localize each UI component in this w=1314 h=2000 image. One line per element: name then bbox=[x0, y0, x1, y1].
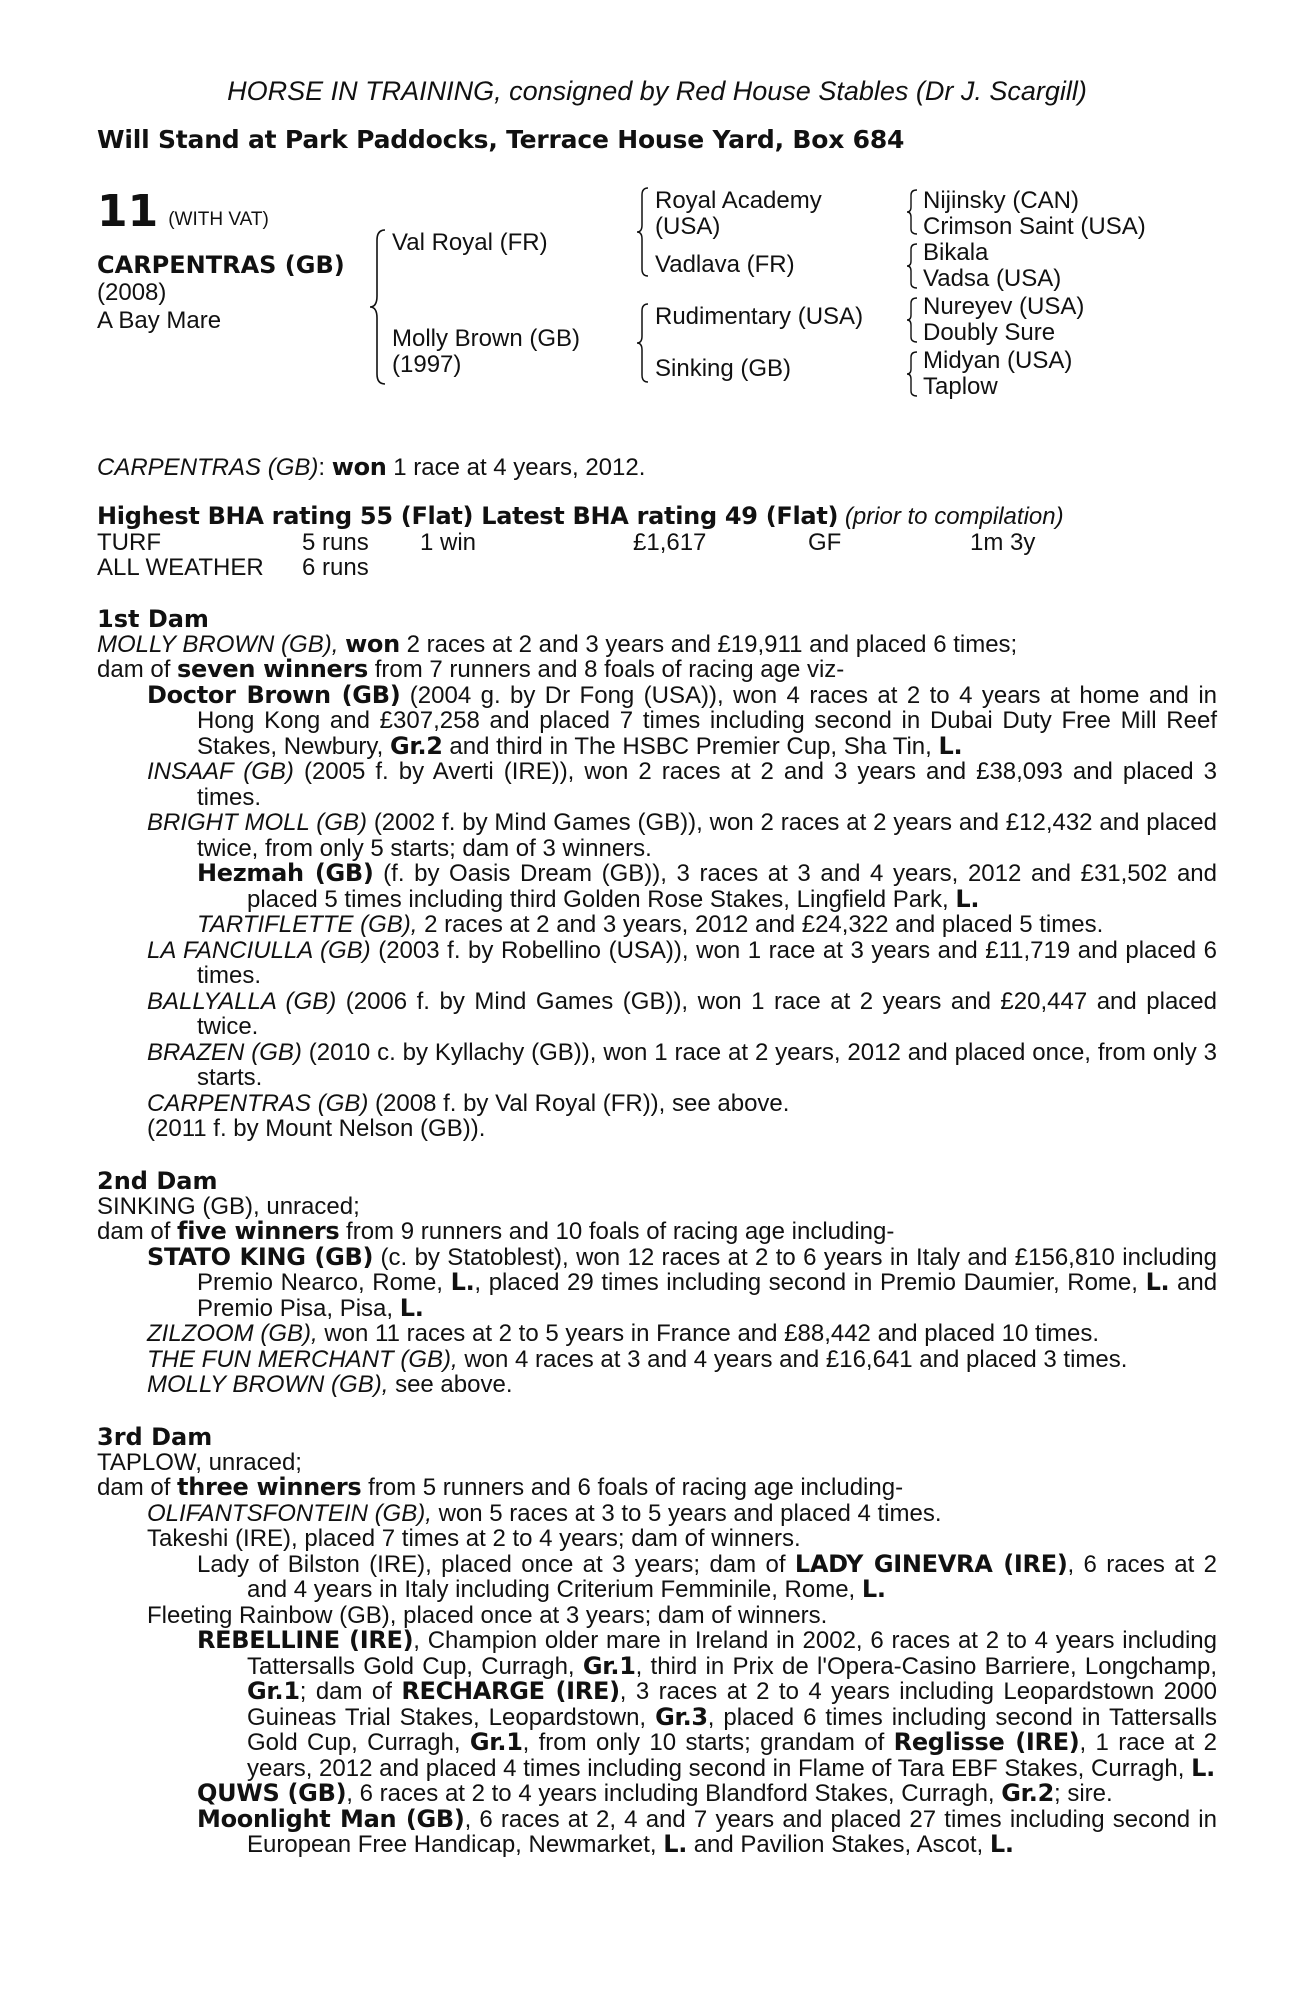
sire-sire-line2: (USA) bbox=[655, 213, 721, 240]
gen3-brace-icon bbox=[905, 296, 919, 344]
produce-entry: Takeshi (IRE), placed 7 times at 2 to 4 years; dam of winners. bbox=[147, 1525, 801, 1552]
third-dam-heading: 3rd Dam bbox=[97, 1422, 213, 1451]
dam-year: (1997) bbox=[392, 351, 462, 378]
gen3-brace-icon bbox=[905, 350, 919, 398]
catalogue-page bbox=[97, 76, 1217, 1858]
produce-entry: STATO KING (GB) (c. by Statoblest), won 12 races at 2 to 6 years in Italy and £156,810 including Premio Nearco, Rome, L., placed 29 times including second in Premio Daumier, Rome, L. and Premio Pisa, Pisa, L. bbox=[147, 1242, 1218, 1322]
pedigree-table bbox=[97, 184, 1217, 429]
dam-sire: Rudimentary (USA) bbox=[655, 303, 864, 330]
second-dam-intro: SINKING (GB), unraced; bbox=[97, 1192, 360, 1220]
dam-name: Molly Brown (GB) bbox=[392, 325, 581, 352]
third-dam-produce-summary: dam of three winners from 5 runners and 6 foals of racing age including- bbox=[97, 1473, 904, 1501]
produce-entry: INSAAF (GB) (2005 f. by Averti (IRE)), won 2 races at 2 and 3 years and £38,093 and placed 3 times. bbox=[147, 758, 1218, 811]
race-summary: CARPENTRAS (GB): won 1 race at 4 years, 2012. bbox=[97, 453, 646, 481]
first-dam-heading: 1st Dam bbox=[97, 604, 209, 633]
third-dam-intro: TAPLOW, unraced; bbox=[97, 1448, 302, 1476]
first-dam-intro: MOLLY BROWN (GB), won 2 races at 2 and 3 years and £19,911 and placed 6 times; bbox=[97, 629, 1018, 658]
produce-entry: Moonlight Man (GB), 6 races at 2, 4 and 7 years and placed 27 times including second in European Free Handicap, Newmarket, L. and Pavilion Stakes, Ascot, L. bbox=[197, 1804, 1217, 1858]
produce-entry: ZILZOOM (GB), won 11 races at 2 to 5 years in France and £88,442 and placed 10 times. bbox=[147, 1320, 1100, 1347]
consignor-title: HORSE IN TRAINING, consigned by Red House Stables (Dr J. Scargill) bbox=[227, 76, 1087, 106]
dds-name: Midyan (USA) bbox=[923, 347, 1073, 374]
produce-entry: MOLLY BROWN (GB), see above. bbox=[147, 1371, 513, 1398]
horse-year: (2008) bbox=[97, 279, 167, 306]
produce-entry: (2011 f. by Mount Nelson (GB)). bbox=[147, 1115, 486, 1142]
produce-entry: THE FUN MERCHANT (GB), won 4 races at 3 and 4 years and £16,641 and placed 3 times. bbox=[147, 1345, 1128, 1373]
sire-name: Val Royal (FR) bbox=[392, 229, 548, 256]
sire-dam: Vadlava (FR) bbox=[655, 251, 795, 278]
sdd-name: Vadsa (USA) bbox=[923, 265, 1062, 292]
lot-number: 11 bbox=[97, 186, 159, 237]
sss-name: Nijinsky (CAN) bbox=[923, 187, 1079, 214]
vat-note: (WITH VAT) bbox=[168, 208, 269, 230]
produce-entry: LA FANCIULLA (GB) (2003 f. by Robellino (USA)), won 1 race at 3 years and £11,719 and placed 6 times. bbox=[147, 936, 1218, 989]
produce-entry: TARTIFLETTE (GB), 2 races at 2 and 3 years, 2012 and £24,322 and placed 5 times. bbox=[197, 911, 1104, 938]
produce-entry: Hezmah (GB) (f. by Oasis Dream (GB)), 3 races at 3 and 4 years, 2012 and £31,502 and placed 5 times including third Golden Rose Stakes, Lingfield Park, L. bbox=[197, 859, 1217, 913]
horse-name: CARPENTRAS (GB) bbox=[97, 251, 345, 279]
horse-description: A Bay Mare bbox=[97, 307, 222, 334]
lot-number-row bbox=[97, 186, 269, 237]
sire-sire-line1: Royal Academy bbox=[655, 187, 822, 214]
bha-rating: Highest BHA rating 55 (Flat) Latest BHA rating 49 (Flat) (prior to compilation) bbox=[97, 501, 1064, 530]
produce-entry: CARPENTRAS (GB) (2008 f. by Val Royal (FR)), see above. bbox=[147, 1089, 790, 1117]
dsd-name: Doubly Sure bbox=[923, 319, 1056, 346]
first-dam-produce-summary: dam of seven winners from 7 runners and 8 foals of racing age viz- bbox=[97, 655, 845, 683]
dam-brace-icon bbox=[635, 302, 651, 384]
dss-name: Nureyev (USA) bbox=[923, 293, 1085, 320]
produce-entry: REBELLINE (IRE), Champion older mare in Ireland in 2002, 6 races at 2 to 4 years including Tattersalls Gold Cup, Curragh, Gr.1, third in Prix de l'Opera-Casino Barriere, Longchamp, Gr.1; dam of RECHARGE (IRE), 3 races at 2 to 4 years including Leopardstown 2000 Guineas Trial Stakes, Leopardstown, Gr.3, placed 6 times including second in Tattersalls Gold Cup, Curragh, Gr.1, from only 10 starts; grandam of Reglisse (IRE), 1 race at 2 years, 2012 and placed 4 times including second in Flame of Tara EBF Stakes, Curragh, L. bbox=[197, 1626, 1218, 1782]
produce-entry: BRIGHT MOLL (GB) (2002 f. by Mind Games (GB)), won 2 races at 2 years and £12,432 and placed twice, from only 5 starts; dam of 3 winners. bbox=[147, 809, 1217, 862]
main-brace-icon bbox=[367, 228, 389, 386]
produce-entry: BALLYALLA (GB) (2006 f. by Mind Games (GB)), won 1 race at 2 years and £20,447 and placed twice. bbox=[147, 987, 1217, 1040]
sire-brace-icon bbox=[635, 186, 651, 278]
gen3-brace-icon bbox=[905, 242, 919, 290]
dam-dam: Sinking (GB) bbox=[655, 355, 792, 382]
ddd-name: Taplow bbox=[923, 373, 998, 400]
stand-location: Will Stand at Park Paddocks, Terrace House Yard, Box 684 bbox=[97, 125, 905, 154]
produce-entry: QUWS (GB), 6 races at 2 to 4 years including Blandford Stakes, Curragh, Gr.2; sire. bbox=[197, 1779, 1113, 1807]
ssd-name: Crimson Saint (USA) bbox=[923, 213, 1146, 240]
record-row-turf: TURF 5 runs 1 win £1,617 GF 1m 3y bbox=[97, 528, 1036, 556]
sds-name: Bikala bbox=[923, 239, 989, 266]
produce-entry: Doctor Brown (GB) (2004 g. by Dr Fong (USA)), won 4 races at 2 to 4 years at home and in Hong Kong and £307,258 and placed 7 times including second in Dubai Duty Free Mill Reef Stakes, Newbury, Gr.2 and third in The HSBC Premier Cup, Sha Tin, L. bbox=[147, 680, 1217, 760]
produce-entry: Fleeting Rainbow (GB), placed once at 3 years; dam of winners. bbox=[147, 1601, 828, 1629]
produce-entry: BRAZEN (GB) (2010 c. by Kyllachy (GB)), won 1 race at 2 years, 2012 and placed once, from only 3 starts. bbox=[147, 1038, 1217, 1091]
second-dam-heading: 2nd Dam bbox=[97, 1166, 218, 1195]
gen3-brace-icon bbox=[905, 188, 919, 236]
produce-entry: Lady of Bilston (IRE), placed once at 3 years; dam of LADY GINEVRA (IRE), 6 races at 2 and 4 years in Italy including Criterium Femminile, Rome, L. bbox=[197, 1549, 1217, 1603]
second-dam-produce-summary: dam of five winners from 9 runners and 10 foals of racing age including- bbox=[97, 1217, 895, 1245]
produce-entry: OLIFANTSFONTEIN (GB), won 5 races at 3 to 5 years and placed 4 times. bbox=[147, 1499, 942, 1527]
record-row-aw: ALL WEATHER 6 runs bbox=[97, 553, 369, 581]
